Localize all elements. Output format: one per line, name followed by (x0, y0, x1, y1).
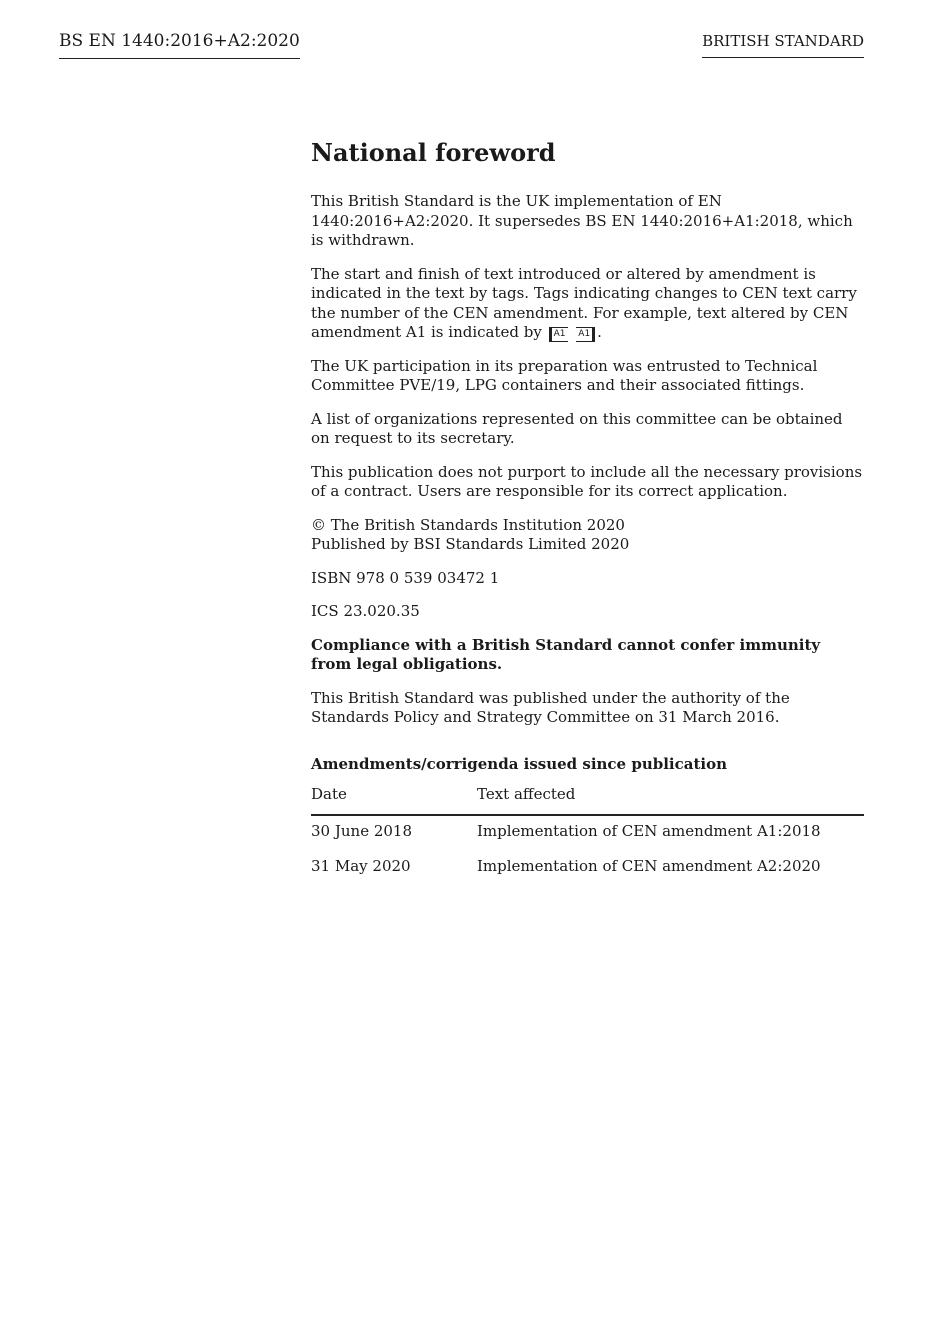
table-row (311, 851, 864, 886)
header-doc-id: BS EN 1440:2016+A2:2020 (59, 30, 300, 59)
amendment-date: 31 May 2020 (311, 856, 411, 875)
table-row (311, 815, 864, 851)
amendment-date: 30 June 2018 (311, 821, 413, 840)
paragraph-implementation: This British Standard is the UK implementation of EN 1440:2016+A2:2020. It supersedes BS EN 1440:2016+A1:2018, which is withdrawn. (311, 192, 853, 249)
header-doc-type: BRITISH STANDARD (702, 31, 864, 58)
amendments-title: Amendments/corrigenda issued since publication (311, 754, 727, 773)
paragraph-committee: The UK participation in its preparation was entrusted to Technical Committee PVE/19, LPG containers and their associated fittings. (311, 356, 818, 394)
column-header-date: Date (311, 782, 477, 815)
column-header-text-affected: Text affected (477, 782, 864, 815)
ics: ICS 23.020.35 (311, 602, 420, 620)
foreword-section (311, 138, 864, 886)
amendment-text: Implementation of CEN amendment A2:2020 (477, 856, 821, 875)
amendments-table (311, 782, 864, 886)
page-title: National foreword (311, 138, 556, 167)
paragraph-organizations: A list of organizations represented on this committee can be obtained on request to its secretary. (311, 409, 843, 447)
paragraph-amendment-tags (311, 265, 864, 343)
authority-statement: This British Standard was published under the authority of the Standards Policy and Strategy Committee on 31 March 2016. (311, 688, 790, 726)
paragraph-end-punct: . (597, 323, 602, 341)
paragraph-disclaimer: This publication does not purport to include all the necessary provisions of a contract. Users are responsible for its correct application. (311, 462, 863, 500)
isbn: ISBN 978 0 539 03472 1 (311, 568, 500, 587)
published-line: Published by BSI Standards Limited 2020 (311, 535, 630, 553)
table-header-row (311, 782, 864, 815)
amendment-end-tag-icon: A1 (576, 327, 595, 342)
copyright-line: © The British Standards Institution 2020 (311, 515, 625, 534)
paragraph-amendment-tags-text: The start and finish of text introduced or altered by amendment is indicated in the text by tags. Tags indicating changes to CEN text carry the number of the CEN amendment. For example, text altered by CEN amendment A1 is indicated by (311, 264, 857, 341)
compliance-statement: Compliance with a British Standard cannot confer immunity from legal obligations. (311, 635, 821, 673)
amendment-start-tag-icon: A1 (549, 327, 568, 342)
copyright-block (311, 516, 864, 555)
amendment-text: Implementation of CEN amendment A1:2018 (477, 821, 821, 840)
